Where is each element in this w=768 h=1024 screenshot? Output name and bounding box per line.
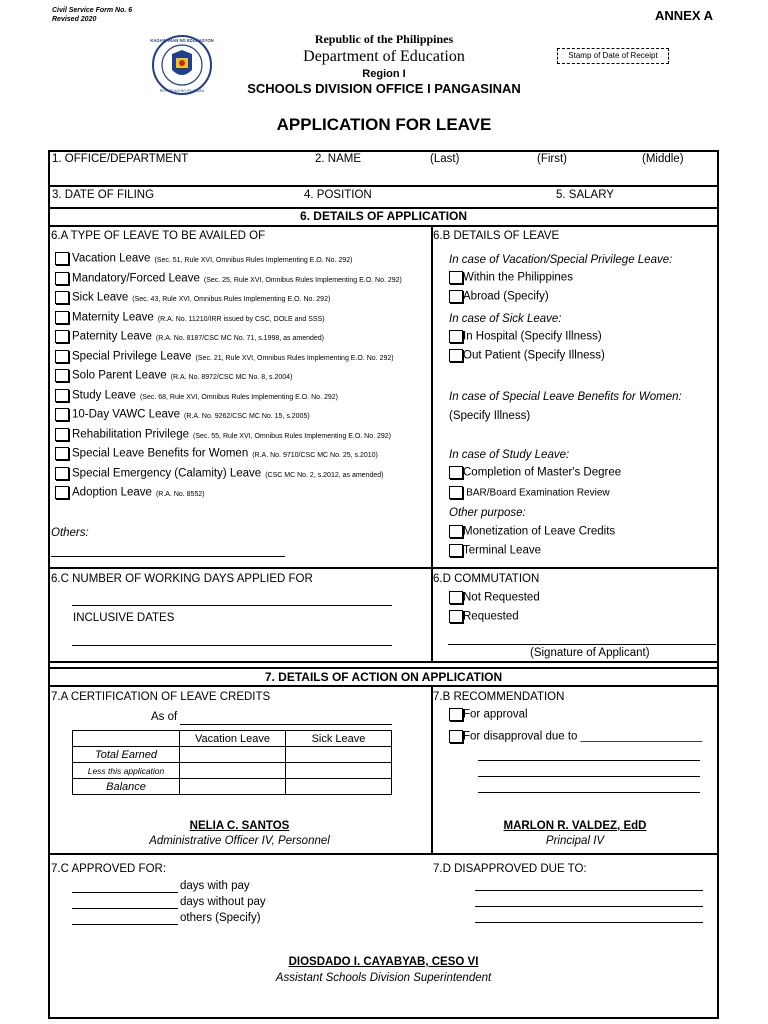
leave-type-label: Mandatory/Forced Leave (72, 272, 200, 285)
asds-signatory-designation: Assistant Schools Division Superintendent (275, 972, 492, 984)
vacation-case-label: In case of Vacation/Special Privilege Leave: (449, 254, 673, 266)
divider (48, 567, 719, 569)
leave-type-option[interactable] (55, 428, 391, 441)
table-row (73, 779, 392, 795)
leave-type-option[interactable] (55, 330, 324, 343)
department-label: Department of Education (303, 48, 465, 65)
days-without-pay-input-line[interactable] (72, 908, 178, 909)
form-number-label: Civil Service Form No. 6 (52, 7, 133, 14)
row-balance: Balance (73, 779, 180, 795)
leave-type-option[interactable] (55, 291, 330, 304)
masters-degree-label: Completion of Master's Degree (463, 466, 622, 479)
as-of-input-line[interactable] (180, 724, 392, 725)
leave-type-option[interactable] (55, 408, 310, 421)
table-row (73, 763, 392, 779)
as-of-label: As of (151, 711, 178, 723)
requested-option[interactable] (449, 610, 519, 623)
within-philippines-checkbox[interactable] (449, 271, 463, 284)
leave-type-label: Rehabilitation Privilege (72, 428, 189, 441)
within-philippines-label: Within the Philippines (463, 271, 573, 284)
divider (48, 853, 719, 855)
table-cell (73, 731, 180, 747)
hr-signatory-name: NELIA C. SANTOS (189, 820, 290, 832)
region-label: Region I (362, 68, 406, 80)
table-row (73, 731, 392, 747)
section-7d-header: 7.D DISAPPROVED DUE TO: (433, 863, 587, 875)
others-specify-input-line[interactable] (72, 924, 178, 925)
leave-type-label: Study Leave (72, 389, 136, 402)
days-without-pay-label: days without pay (180, 896, 266, 908)
leave-type-option[interactable] (55, 311, 325, 324)
specify-illness-field[interactable]: (Specify Illness) (449, 410, 531, 422)
abroad-checkbox[interactable] (449, 290, 463, 303)
leave-type-label: Sick Leave (72, 291, 129, 304)
divider (48, 661, 719, 663)
monetization-checkbox[interactable] (449, 525, 463, 538)
asds-signatory-name: DIOSDADO I. CAYABYAB, CESO VI (288, 956, 479, 968)
leave-type-reference: (R.A. No. 9262/CSC MC No. 15, s.2005) (184, 412, 310, 420)
leave-type-reference: (Sec. 51, Rule XVI, Omnibus Rules Implementing E.O. No. 292) (154, 256, 353, 264)
section-6c-header: 6.C NUMBER OF WORKING DAYS APPLIED FOR (51, 573, 313, 585)
requested-checkbox[interactable] (449, 610, 463, 623)
leave-type-label: Adoption Leave (72, 486, 152, 499)
bar-review-option[interactable] (449, 486, 610, 499)
disapproval-reason-line[interactable] (478, 776, 700, 777)
disapproved-reason-line[interactable] (475, 922, 703, 923)
svg-text:REPUBLIKA NG PILIPINAS: REPUBLIKA NG PILIPINAS (159, 89, 205, 93)
in-hospital-option[interactable] (449, 330, 602, 343)
leave-type-label: Vacation Leave (72, 252, 151, 265)
table-row (73, 747, 392, 763)
position-field[interactable]: 4. POSITION (304, 189, 372, 201)
masters-degree-option[interactable] (449, 466, 621, 479)
signature-line[interactable] (448, 644, 716, 645)
divider (48, 685, 719, 687)
terminal-leave-option[interactable] (449, 544, 541, 557)
leave-type-reference: (Sec. 43, Rule XVI, Omnibus Rules Implementing E.O. No. 292) (132, 295, 331, 303)
row-less-application: Less this application (73, 763, 180, 779)
leave-type-checkbox[interactable] (55, 369, 69, 382)
disapproval-reason-line[interactable] (478, 792, 700, 793)
salary-field[interactable]: 5. SALARY (556, 189, 614, 201)
leave-type-checkbox[interactable] (55, 467, 69, 480)
divider (48, 667, 719, 669)
out-patient-checkbox[interactable] (449, 349, 463, 362)
leave-type-reference: (R.A. No. 8552) (155, 490, 205, 498)
women-case-label: In case of Special Leave Benefits for Women: (449, 391, 682, 403)
leave-type-checkbox[interactable] (55, 408, 69, 421)
bar-review-checkbox[interactable] (449, 486, 463, 499)
leave-type-option[interactable] (55, 272, 402, 285)
leave-type-reference: (CSC MC No. 2, s.2012, as amended) (265, 471, 384, 479)
page-title: APPLICATION FOR LEAVE (276, 115, 492, 134)
leave-type-checkbox[interactable] (55, 311, 69, 324)
leave-type-label: Solo Parent Leave (72, 369, 167, 382)
abroad-option[interactable] (449, 290, 549, 303)
form-number (52, 6, 132, 24)
leave-type-reference: (R.A. No. 9710/CSC MC No. 25, s.2010) (252, 451, 378, 459)
leave-type-option[interactable] (55, 389, 338, 402)
for-approval-label: For approval (463, 708, 528, 721)
leave-type-option[interactable] (55, 252, 352, 265)
leave-type-checkbox[interactable] (55, 350, 69, 363)
leave-type-reference: (Sec. 21, Rule XVI, Omnibus Rules Implementing E.O. No. 292) (195, 354, 394, 362)
leave-type-option[interactable] (55, 467, 383, 480)
for-disapproval-option[interactable] (449, 730, 702, 743)
total-sick-cell[interactable] (286, 747, 392, 763)
others-specify-label: others (Specify) (180, 912, 261, 924)
other-purpose-label: Other purpose: (449, 507, 526, 519)
leave-type-label: Special Privilege Leave (72, 350, 192, 363)
section-7a-header: 7.A CERTIFICATION OF LEAVE CREDITS (51, 691, 271, 703)
signature-label: (Signature of Applicant) (530, 647, 650, 659)
col-sick-header: Sick Leave (286, 731, 392, 747)
leave-credits-table (72, 730, 392, 795)
not-requested-label: Not Requested (463, 591, 540, 604)
row-total-earned: Total Earned (73, 747, 180, 763)
not-requested-checkbox[interactable] (449, 591, 463, 604)
divider (48, 185, 719, 187)
leave-type-label: 10-Day VAWC Leave (72, 408, 181, 421)
section-7c-header: 7.C APPROVED FOR: (51, 863, 167, 875)
less-sick-cell[interactable] (286, 763, 392, 779)
less-vacation-cell[interactable] (180, 763, 286, 779)
divider (48, 225, 719, 227)
leave-type-label: Paternity Leave (72, 330, 152, 343)
disapproved-reason-line[interactable] (475, 890, 703, 891)
leave-type-reference: (R.A. No. 8187/CSC MC No. 71, s.1998, as amended) (155, 334, 325, 342)
section-6a-header: 6.A TYPE OF LEAVE TO BE AVAILED OF (51, 230, 266, 242)
sick-case-label: In case of Sick Leave: (449, 313, 562, 325)
leave-type-checkbox[interactable] (55, 272, 69, 285)
name-middle-field[interactable]: (Middle) (642, 153, 684, 165)
for-approval-option[interactable] (449, 708, 528, 721)
republic-label: Republic of the Philippines (314, 32, 454, 46)
office-department-field[interactable]: 1. OFFICE/DEPARTMENT (52, 153, 189, 165)
annex-label: ANNEX A (655, 8, 714, 23)
disapproval-reason-line[interactable] (478, 760, 700, 761)
disapproved-reason-line[interactable] (475, 906, 703, 907)
terminal-leave-label: Terminal Leave (463, 544, 541, 557)
name-label: 2. NAME (315, 153, 362, 165)
section-7-header: 7. DETAILS OF ACTION ON APPLICATION (264, 670, 503, 684)
in-hospital-checkbox[interactable] (449, 330, 463, 343)
date-of-filing-field[interactable]: 3. DATE OF FILING (52, 189, 155, 201)
leave-type-checkbox[interactable] (55, 486, 69, 499)
name-last-field[interactable]: (Last) (430, 153, 460, 165)
leave-type-reference: (Sec. 25, Rule XVI, Omnibus Rules Implementing E.O. No. 292) (203, 276, 402, 284)
leave-type-checkbox[interactable] (55, 389, 69, 402)
leave-type-option[interactable] (55, 369, 292, 382)
leave-type-label: Maternity Leave (72, 311, 154, 324)
leave-type-reference: (Sec. 55, Rule XVI, Omnibus Rules Implementing E.O. No. 292) (192, 432, 392, 440)
for-disapproval-label: For disapproval due to ___________________ (463, 730, 703, 743)
office-label: SCHOOLS DIVISION OFFICE I PANGASINAN (247, 81, 521, 96)
leave-type-reference: (R.A. No. 8972/CSC MC No. 8, s.2004) (170, 373, 293, 381)
in-hospital-label: In Hospital (Specify Illness) (463, 330, 602, 343)
leave-type-checkbox[interactable] (55, 447, 69, 460)
leave-type-label: Special Emergency (Calamity) Leave (72, 467, 262, 480)
leave-type-reference: (Sec. 68, Rule XVI, Omnibus Rules Implementing E.O. No. 292) (139, 393, 338, 401)
total-vacation-cell[interactable] (180, 747, 286, 763)
masters-degree-checkbox[interactable] (449, 466, 463, 479)
study-case-label: In case of Study Leave: (449, 449, 570, 461)
for-approval-checkbox[interactable] (449, 708, 463, 721)
section-6-header: 6. DETAILS OF APPLICATION (299, 209, 468, 223)
leave-type-option[interactable] (55, 447, 378, 460)
principal-signatory-name: MARLON R. VALDEZ, EdD (503, 820, 647, 832)
stamp-box: Stamp of Date of Receipt (557, 48, 669, 64)
within-philippines-option[interactable] (449, 271, 573, 284)
leave-type-label: Special Leave Benefits for Women (72, 447, 249, 460)
days-with-pay-input-line[interactable] (72, 892, 178, 893)
inclusive-dates-input-line[interactable] (72, 645, 392, 646)
others-label: Others: (51, 527, 89, 539)
requested-label: Requested (463, 610, 519, 623)
leave-type-reference: (R.A. No. 11210/IRR issued by CSC, DOLE and SSS) (157, 315, 325, 323)
bar-review-label: BAR/Board Examination Review (466, 487, 610, 499)
name-first-field[interactable]: (First) (537, 153, 568, 165)
leave-type-checkbox[interactable] (55, 291, 69, 304)
col-vacation-header: Vacation Leave (180, 731, 286, 747)
leave-type-checkbox[interactable] (55, 428, 69, 441)
working-days-input-line[interactable] (72, 605, 392, 606)
section-7b-header: 7.B RECOMMENDATION (433, 691, 565, 703)
abroad-label: Abroad (Specify) (463, 290, 549, 303)
leave-type-option[interactable] (55, 486, 205, 499)
monetization-label: Monetization of Leave Credits (463, 525, 616, 538)
leave-type-checkbox[interactable] (55, 252, 69, 265)
section-6d-header: 6.D COMMUTATION (433, 573, 540, 585)
balance-sick-cell[interactable] (286, 779, 392, 795)
others-input-line[interactable] (51, 556, 285, 557)
hr-signatory-designation: Administrative Officer IV, Personnel (149, 835, 330, 847)
balance-vacation-cell[interactable] (180, 779, 286, 795)
not-requested-option[interactable] (449, 591, 540, 604)
leave-type-option[interactable] (55, 350, 394, 363)
principal-signatory-designation: Principal IV (545, 835, 605, 847)
out-patient-label: Out Patient (Specify Illness) (463, 349, 605, 362)
revised-label: Revised 2020 (52, 16, 97, 23)
monetization-option[interactable] (449, 525, 615, 538)
terminal-leave-checkbox[interactable] (449, 544, 463, 557)
svg-text:KAGAWARAN NG EDUKASYON: KAGAWARAN NG EDUKASYON (150, 38, 214, 43)
out-patient-option[interactable] (449, 349, 605, 362)
section-6b-header: 6.B DETAILS OF LEAVE (433, 230, 560, 242)
inclusive-dates-label: INCLUSIVE DATES (73, 612, 175, 624)
leave-type-checkbox[interactable] (55, 330, 69, 343)
days-with-pay-label: days with pay (180, 880, 250, 892)
column-divider (431, 225, 433, 661)
for-disapproval-checkbox[interactable] (449, 730, 463, 743)
